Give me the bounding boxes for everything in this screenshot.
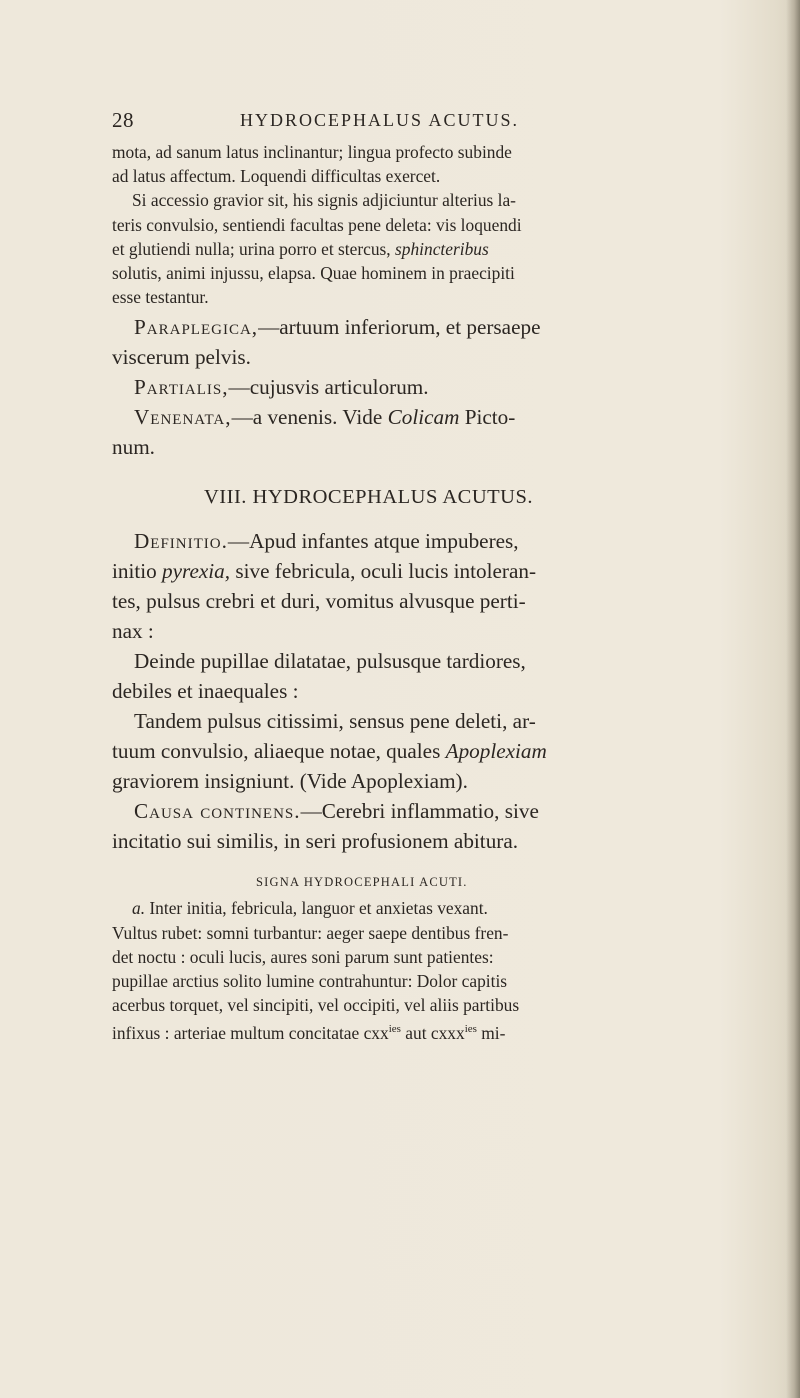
term-definitio: Definitio.	[134, 529, 228, 554]
paragraph-paralysis-types	[112, 312, 712, 462]
text-line: Tandem pulsus citissimi, sensus pene deleti, ar-	[134, 709, 536, 734]
page-number: 28	[112, 108, 134, 132]
text-line: Deinde pupillae dilatatae, pulsusque tardiores,	[134, 649, 526, 674]
section-heading: VIII. HYDROCEPHALUS ACUTUS.	[204, 486, 533, 509]
text-fragment: mi-	[476, 1023, 506, 1044]
text-line: num.	[112, 435, 155, 460]
term-paraplegica: Paraplegica,	[134, 315, 259, 340]
text-fragment: —Cerebri inflammatio, sive	[300, 799, 539, 824]
paragraph-definitio	[112, 526, 712, 856]
text-line	[112, 237, 712, 261]
term-venenata: Venenata,	[134, 405, 232, 430]
page-body	[112, 140, 712, 1045]
paragraph-hemiplegia-end	[112, 140, 712, 309]
text-line: Si accessio gravior sit, his signis adjiciuntur alterius la-	[132, 190, 516, 211]
term-partialis: Partialis,	[134, 375, 229, 400]
text-line: tes, pulsus crebri et duri, vomitus alvusque perti-	[112, 589, 526, 614]
text-fragment: —Apud infantes atque impuberes,	[227, 529, 519, 554]
text-line: ad latus affectum. Loquendi difficultas exercet.	[112, 166, 441, 187]
superscript: ies	[388, 1023, 401, 1036]
text-line	[112, 402, 712, 432]
subheading-signa: SIGNA HYDROCEPHALI ACUTI.	[256, 875, 468, 890]
text-line: acerbus torquet, vel sincipiti, vel occipiti, vel aliis partibus	[112, 995, 520, 1016]
text-line: det noctu : oculi lucis, aures soni parum sunt patientes:	[112, 946, 494, 967]
text-fragment: infixus : arteriae multum concitatae cxx	[112, 1023, 389, 1044]
text-fragment: aut cxxx	[400, 1023, 465, 1044]
running-head: HYDROCEPHALUS ACUTUS.	[240, 110, 520, 130]
text-line	[112, 736, 712, 766]
paragraph-signa	[112, 896, 712, 1045]
text-fragment: —a venenis. Vide	[231, 405, 388, 430]
italic-term: sphincteribus	[395, 238, 489, 259]
text-line: debiles et inaequales :	[112, 679, 299, 704]
italic-term: Apoplexiam	[445, 739, 547, 764]
page-edge-shadow	[786, 0, 800, 1398]
text-line: Vultus rubet: somni turbantur: aeger saepe dentibus fren-	[112, 922, 509, 943]
text-line: solutis, animi injussu, elapsa. Quae hominem in praecipiti	[112, 263, 515, 284]
text-line: nax :	[112, 619, 154, 644]
text-line: teris convulsio, sentiendi facultas pene deleta: vis loquendi	[112, 214, 522, 235]
text-line: graviorem insigniunt. (Vide Apoplexiam).	[112, 769, 468, 794]
text-line	[112, 556, 712, 586]
text-line: mota, ad sanum latus inclinantur; lingua profecto subinde	[112, 142, 512, 162]
text-line: esse testantur.	[112, 287, 209, 308]
page-header	[112, 108, 712, 138]
text-fragment: initio	[112, 559, 163, 584]
text-line	[112, 526, 712, 556]
text-line	[112, 1017, 712, 1045]
term-causa-continens: Causa continens.	[134, 799, 301, 824]
text-line: viscerum pelvis.	[112, 345, 251, 370]
text-fragment: et glutiendi nulla; urina porro et stercus,	[112, 238, 396, 259]
text-fragment: Inter initia, febricula, languor et anxietas vexant.	[145, 898, 488, 919]
italic-term: Colicam	[387, 405, 460, 430]
text-line: incitatio sui similis, in seri profusionem abitura.	[112, 829, 519, 854]
text-fragment: Picto-	[459, 405, 516, 430]
text-fragment: tuum convulsio, aliaeque notae, quales	[112, 739, 446, 764]
text-fragment: sive febricula, oculi lucis intoleran-	[230, 559, 537, 584]
text-line	[112, 372, 712, 402]
item-label: a.	[132, 898, 146, 919]
text-line	[112, 312, 712, 342]
text-line	[112, 896, 712, 920]
text-line	[112, 796, 712, 826]
text-line: pupillae arctius solito lumine contrahuntur: Dolor capitis	[112, 971, 508, 992]
italic-term: pyrexia,	[162, 559, 231, 584]
text-fragment: —cujusvis articulorum.	[228, 375, 429, 400]
superscript: ies	[464, 1023, 477, 1036]
text-fragment: —artuum inferiorum, et persaepe	[258, 315, 541, 340]
